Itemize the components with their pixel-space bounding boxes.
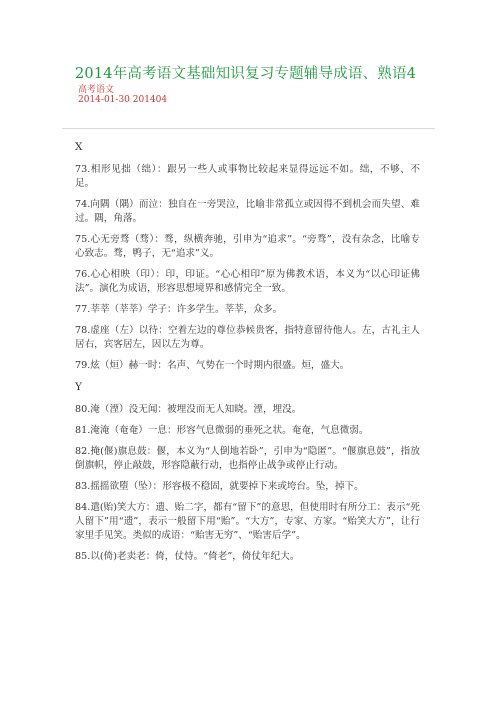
idiom-entry-82: 82.掩(偃)旗息鼓：偃，本义为“人倒地若卧”，引申为“隐匿”。“偃旗息鼓”，指放倒旗帜，停止敲鼓，形容隐蔽行动，也指停止战争或停止行动。: [75, 446, 420, 471]
idiom-entry-76: 76.心心相映（印）：印，印证。“心心相印”原为佛教术语，本义为“以心印证佛法”。演化为成语，形容思想境界和感情完全一致。: [75, 269, 420, 294]
idiom-entry-77: 77.莘莘（莘莘）学子：许多学生。莘莘，众多。: [75, 304, 283, 315]
idiom-entry-78: 78.虚座（左）以待：空着左边的尊位恭候贵客，指特意留待他人。左，古礼主人居右，宾客居左，因以左为尊。: [75, 325, 420, 350]
page-title: 2014年高考语文基础知识复习专题辅导成语、熟语4: [75, 66, 417, 82]
idiom-entry-85: 85.以(倚)老卖老：倚，仗恃。“倚老”，倚仗年纪大。: [75, 551, 300, 562]
idiom-entry-79: 79.炫（烜）赫一时：名声、气势在一个时期内很盛。烜，盛大。: [75, 360, 350, 371]
idiom-entry-75: 75.心无旁骛（骛）：骛，纵横奔驰，引申为“追求”。“旁骛”，没有杂念，比喻专心致志。骛，鸭子，无“追求”义。: [75, 234, 420, 259]
idiom-entry-73: 73.相形见拙（绌）：跟另一些人或事物比较起来显得远远不如。绌，不够、不足。: [75, 164, 420, 189]
idiom-entry-84: 84.遣(贻)笑大方：遗、贻二字，都有“留下”的意思，但使用时有所分工：表示“死人留下”用“遗”，表示一般留下用“贻”。“大方”，专家、方家。“贻笑大方”，让行家里手见笑。类似的成语：“贻害无穷”、“贻害后学”。: [75, 502, 420, 541]
article-body: [75, 140, 420, 571]
date-tag: 2014-01-30 201404: [78, 95, 168, 105]
section-letter-x: X: [75, 141, 83, 153]
category-tag[interactable]: 高考语文: [78, 85, 115, 95]
idiom-entry-83: 83.摇摇欲堕（坠）：形容极不稳固，就要掉下来或垮台。坠，掉下。: [75, 481, 364, 492]
idiom-entry-81: 81.淹淹（奄奄）一息：形容气息微弱的垂死之状。奄奄，气息微弱。: [75, 425, 369, 436]
idiom-entry-74: 74.向隅（隅）而泣：独自在一旁哭泣，比喻非常孤立或因得不到机会而失望、难过。隅，角落。: [75, 199, 420, 224]
divider: [62, 128, 435, 129]
idiom-entry-80: 80.淹（湮）没无闻：被埋没而无人知晓。湮，埋没。: [75, 404, 302, 415]
section-letter-y: Y: [75, 381, 82, 393]
